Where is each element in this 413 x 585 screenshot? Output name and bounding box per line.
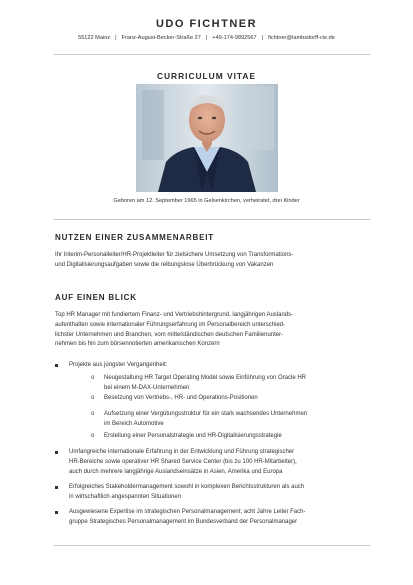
section-heading-nutzen: NUTZEN EINER ZUSAMMENARBEIT [55,233,214,242]
contact-address-street: Franz-August-Becker-Straße 27 [121,35,201,41]
paragraph-line: nehmen bis hin zum börsennotierten amerikanischen Konzern [55,341,220,348]
divider [54,54,370,55]
contact-address-city: 55122 Mainz [78,35,111,41]
square-bullet-icon [55,364,58,367]
person-name: UDO FICHTNER [155,18,258,30]
square-bullet-icon [55,486,58,489]
contact-line [0,35,413,41]
sub-item-line: bei einem M-DAX-Unternehmen [104,384,190,391]
sub-item-line: Erstellung einer Personalstrategie und HR-Digitalisierungsstrategie [104,433,282,439]
sub-item-line: im Bereich Automotive [104,420,164,427]
section-heading-blick: AUF EINEN BLICK [55,293,137,302]
contact-email[interactable]: fichtner@lambsdorff-cie.de [268,35,335,41]
bullet-text: Projekte aus jüngster Vergangenheit: [69,362,168,368]
paragraph-line: lichster Unternehmen und Branchen, vom mittelständischen deutschen Familienunter- [55,331,284,338]
circle-bullet-icon: o [91,375,95,381]
bullet-line: Umfangreiche internationale Erfahrung in der Entwicklung und Führung strategischer [69,449,295,455]
paragraph-line: Top HR Manager mit fundiertem Finanz- und Vertriebshintergrund, langjährigen Auslands- [55,312,294,318]
paragraph-line: und Digitalisierungsaufgaben sowie die reibungslose Überbrückung von Vakanzen [55,261,274,268]
portrait-photo [136,84,278,192]
paragraph-line: aufenthalten sowie internationaler Führungserfahrung im Personalbereich unterschied- [55,321,286,328]
contact-phone[interactable]: +49-174-9892567 [212,35,257,41]
bullet-line: Erfolgreiches Stakeholdermanagement sowohl in komplexen Berichtsstrukturen als auch [69,484,305,490]
contact-separator: | [205,35,208,41]
circle-bullet-icon: o [91,433,95,439]
bullet-line: HR-Bereiche sowie operativer HR Shared Service Center (bis zu 100 HR-Mitarbeiter), [69,458,297,465]
bullet-line: Ausgewiesene Expertise im strategischen Personalmanagement; acht Jahre Leiter Fach- [69,509,306,515]
paragraph-line: Ihr Interim-Personalleiter/HR-Projektleiter für zielsichere Umsetzung von Transformations- [55,252,294,258]
sub-item-line: Besetzung von Vertriebs-, HR- und Operations-Positionen [104,395,258,401]
sub-item-line: Aufsetzung einer Vergütungsstruktur für ein stark wachsendes Unternehmen [104,411,308,417]
contact-separator: | [115,35,117,41]
nutzen-paragraph [55,251,371,271]
circle-bullet-icon: o [91,411,95,417]
portrait-image [136,84,278,192]
birth-caption: Geboren am 12. September 1965 in Gelsenkirchen, verheiratet, drei Kinder [113,198,300,204]
sub-item-line: Neugestaltung HR Target Operating Model sowie Einführung von Oracle HR [104,375,306,381]
divider [54,219,370,220]
cv-title: CURRICULUM VITAE [156,71,257,81]
bullet-line: auch durch mehrere langjährige Auslandseinsätze in Asien, Amerika und Europa [69,468,283,475]
square-bullet-icon [55,511,58,514]
contact-separator: | [261,35,264,41]
intro-paragraph [55,311,371,350]
square-bullet-icon [55,451,58,454]
bullet-line: in wirtschaftlich angespannten Situationen [69,493,182,500]
divider [54,545,370,546]
bullet-line: gruppe Strategisches Personalmanagement im Bundesverband der Personalmanager [69,518,298,525]
circle-bullet-icon: o [91,395,95,401]
